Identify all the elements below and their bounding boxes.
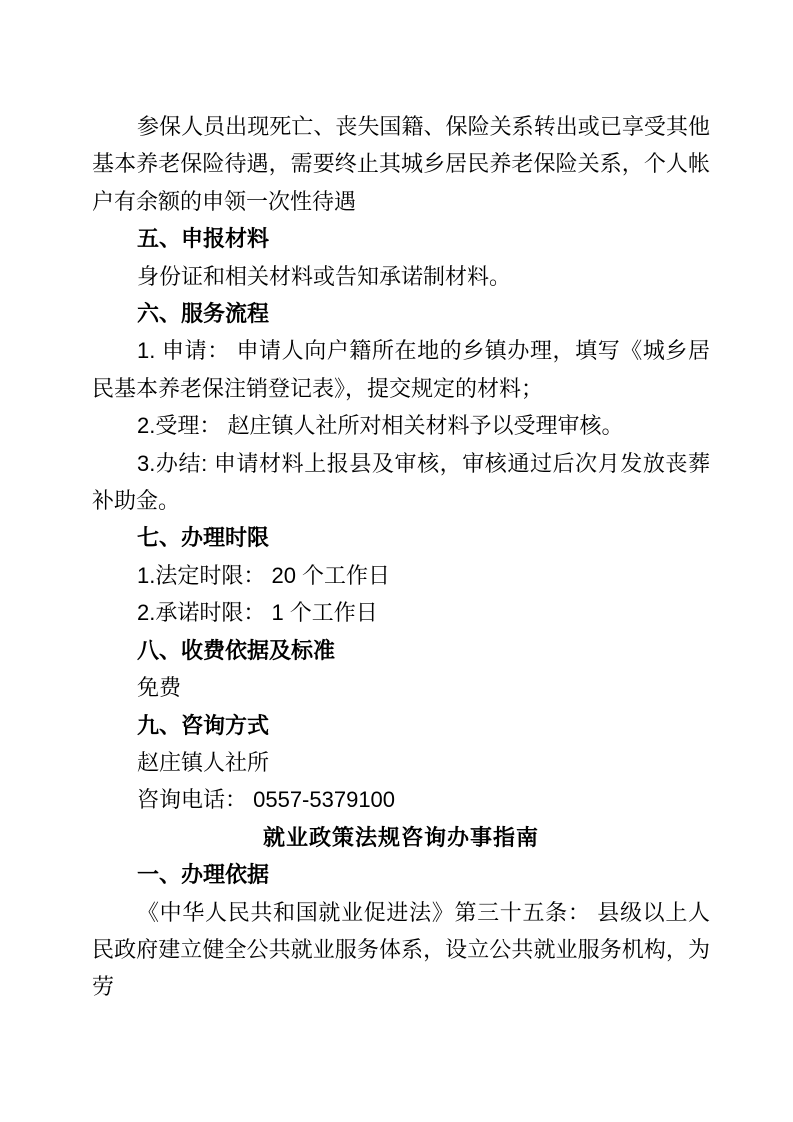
promised-time-limit: 2.承诺时限： 1 个工作日 [137,600,378,626]
legal-basis-paragraph: 《中华人民共和国就业促进法》第三十五条： 县级以上人民政府建立健全公共就业服务体系，设立公共就业服务机构，为劳 [92,899,710,1000]
materials-text: 身份证和相关材料或告知承诺制材料。 [137,263,512,289]
intro-paragraph: 参保人员出现死亡、丧失国籍、保险关系转出或已享受其他基本养老保险待遇，需要终止其城乡居民养老保险关系，个人帐户有余额的申领一次性待遇 [92,114,710,214]
consultation-phone-line: 咨询电话： 0557-5379100 [137,787,396,813]
process-step-1-apply: 1. 申请： 申请人向户籍所在地的乡镇办理，填写《城乡居民基本养老保注销登记表》，提交规定的材料； [92,338,710,401]
heading-section-6-process: 六、服务流程 [137,301,270,327]
heading-section-5-materials: 五、申报材料 [137,226,270,252]
page-title-employment-policy-guide: 就业政策法规咨询办事指南 [262,824,539,850]
statutory-time-limit: 1.法定时限： 20 个工作日 [137,562,391,588]
process-step-3-complete: 3.办结: 申请材料上报县及审核，审核通过后次月发放丧葬补助金。 [92,450,710,514]
office-name: 赵庄镇人社所 [137,749,270,775]
heading-section-7-time-limit: 七、办理时限 [137,525,270,551]
process-step-2-accept: 2.受理： 赵庄镇人社所对相关材料予以受理审核。 [137,413,624,439]
heading-section-9-consultation: 九、咨询方式 [137,712,270,738]
heading-section-1-basis: 一、办理依据 [137,862,270,888]
fee-text: 免费 [137,675,182,701]
heading-section-8-fees: 八、收费依据及标准 [137,637,336,663]
